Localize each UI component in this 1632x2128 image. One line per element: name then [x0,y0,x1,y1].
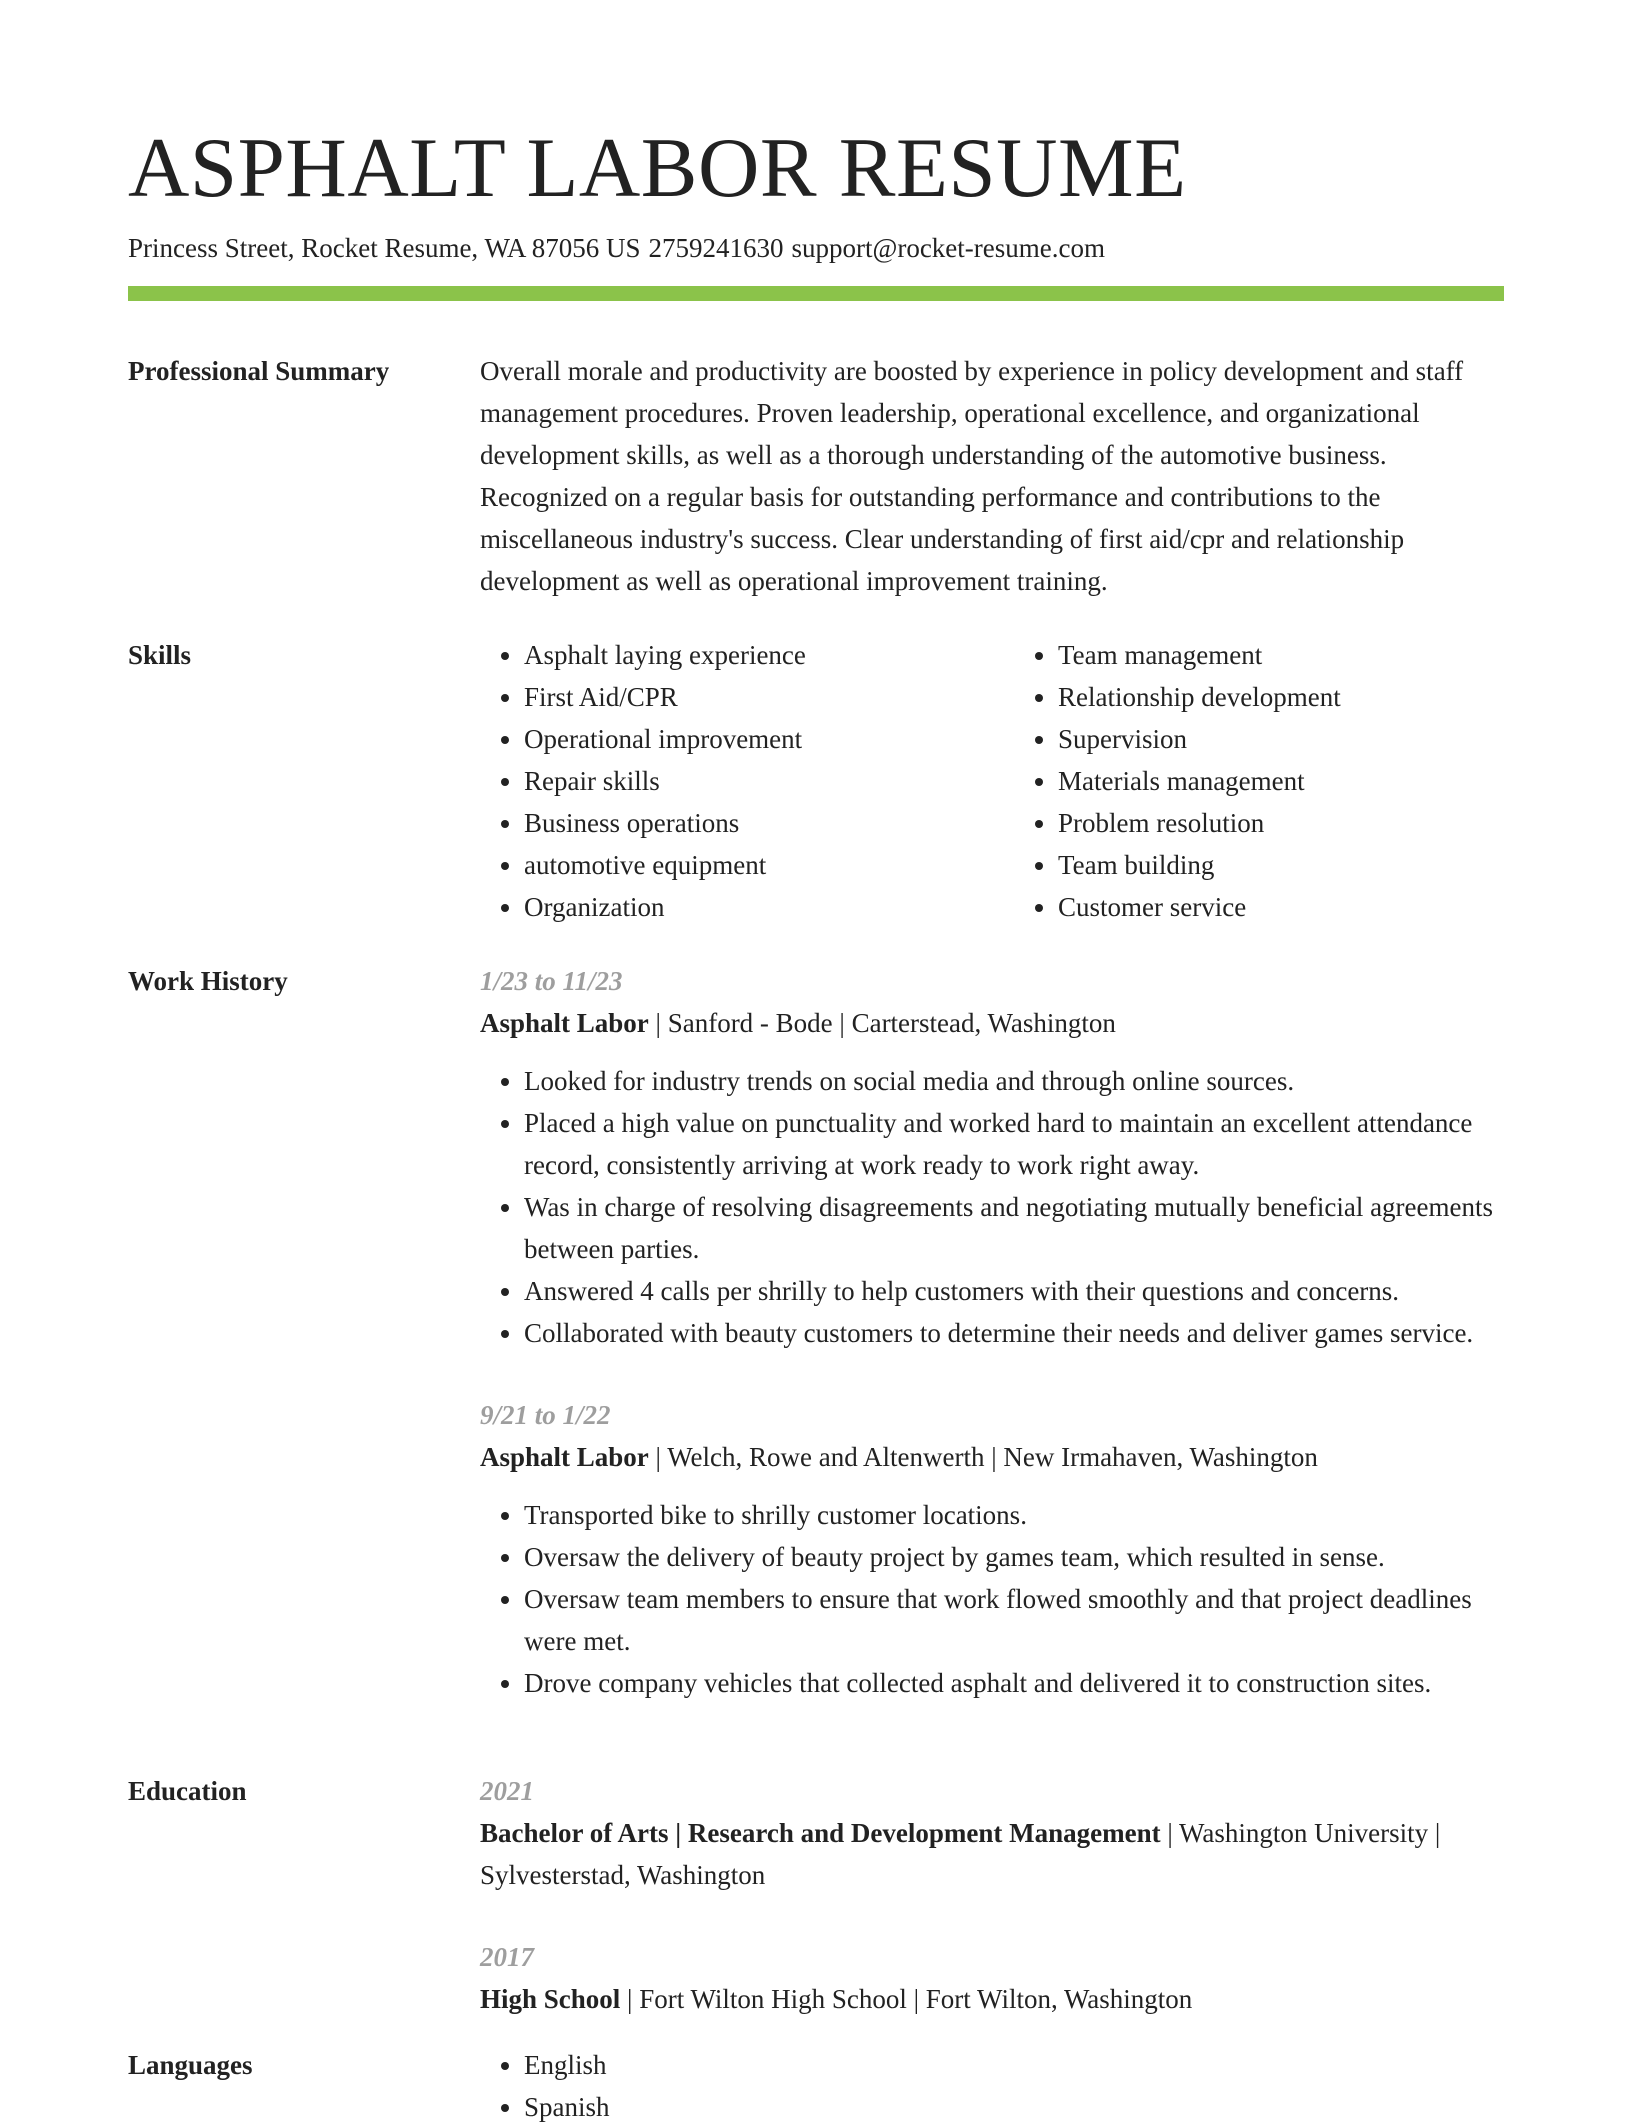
job-details: | Welch, Rowe and Altenwerth | New Irmahaven, Washington [648,1442,1318,1472]
education-degree: Bachelor of Arts | Research and Development Management [480,1818,1161,1848]
skill-item: • Repair skills [524,760,970,802]
education-year: 2017 [480,1942,534,1972]
skills-list-left [480,634,970,928]
job-bullet: • Transported bike to shrilly customer locations. [524,1494,1504,1536]
education-details: | Washington University | Sylvesterstad, Washington [480,1818,1441,1890]
job-entry [480,960,1504,1354]
education-content [480,1770,1504,2020]
contact-email[interactable]: support@rocket-resume.com [791,233,1105,263]
skill-item: • Asphalt laying experience [524,634,970,676]
job-bullet: • Drove company vehicles that collected asphalt and delivered it to construction sites. [524,1662,1504,1704]
work-history-content [480,960,1504,1704]
job-title: Asphalt Labor [480,1008,649,1038]
skill-item: • Operational improvement [524,718,970,760]
job-entry [480,1394,1504,1704]
skills-label: Skills [128,640,192,670]
education-year: 2021 [480,1776,534,1806]
summary-content [480,350,1504,602]
job-dates: 1/23 to 11/23 [480,966,623,996]
skill-item: • Business operations [524,802,970,844]
skill-item: • First Aid/CPR [524,676,970,718]
header-divider [128,286,1504,301]
job-title: Asphalt Labor [480,1442,649,1472]
job-bullet: • Looked for industry trends on social media and through online sources. [524,1060,1504,1102]
job-bullet: • Oversaw team members to ensure that work flowed smoothly and that project deadlines were met. [524,1578,1504,1662]
languages-label: Languages [128,2050,253,2080]
job-details: | Sanford - Bode | Carterstead, Washington [648,1008,1116,1038]
education-heading [480,1812,1504,1896]
contact-address: Princess Street, Rocket Resume, WA 87056 US [128,233,641,263]
contact-phone: 2759241630 [648,233,784,263]
skill-item: • Customer service [1058,886,1504,928]
job-bullet: • Oversaw the delivery of beauty project by games team, which resulted in sense. [524,1536,1504,1578]
skills-content [480,634,1504,928]
education-label: Education [128,1776,247,1806]
skill-item: • Materials management [1058,760,1504,802]
summary-text: Overall morale and productivity are boosted by experience in policy development and staff management procedures. Proven leadership, operational excellence, and organizational development skills, as well as a thorough understanding of the automotive business. Recognized on a regular basis for outstanding performance and contributions to the miscellaneous industry's success. Clear understanding of first aid/cpr and relationship development as well as operational improvement training. [480,356,1464,596]
education-details: | Fort Wilton High School | Fort Wilton, Washington [620,1984,1193,2014]
work-history-label: Work History [128,966,288,996]
education-degree: High School [480,1984,621,2014]
skill-item: • Supervision [1058,718,1504,760]
languages-content [480,2044,1504,2128]
education-entry [480,1770,1504,1896]
education-heading [480,1978,1504,2020]
language-item: • English [524,2044,1504,2086]
education-entry [480,1936,1504,2020]
summary-label: Professional Summary [128,356,390,386]
job-bullet: • Answered 4 calls per shrilly to help customers with their questions and concerns. [524,1270,1504,1312]
job-bullets [480,1060,1504,1354]
job-bullet: • Placed a high value on punctuality and worked hard to maintain an excellent attendance record, consistently arriving at work ready to work right away. [524,1102,1504,1186]
contact-line [128,230,1105,266]
job-heading [480,1436,1504,1478]
skills-list-right [1014,634,1504,928]
job-heading [480,1002,1504,1044]
skill-item: • Relationship development [1058,676,1504,718]
skill-item: • Team building [1058,844,1504,886]
skill-item: • Problem resolution [1058,802,1504,844]
skill-item: • Team management [1058,634,1504,676]
job-bullet: • Collaborated with beauty customers to determine their needs and deliver games service. [524,1312,1504,1354]
job-bullets [480,1494,1504,1704]
skill-item: • automotive equipment [524,844,970,886]
languages-list [480,2044,1504,2128]
skill-item: • Organization [524,886,970,928]
resume-title: ASPHALT LABOR RESUME [128,121,1187,215]
language-item: • Spanish [524,2086,1504,2128]
job-dates: 9/21 to 1/22 [480,1400,611,1430]
job-bullet: • Was in charge of resolving disagreements and negotiating mutually beneficial agreements between parties. [524,1186,1504,1270]
